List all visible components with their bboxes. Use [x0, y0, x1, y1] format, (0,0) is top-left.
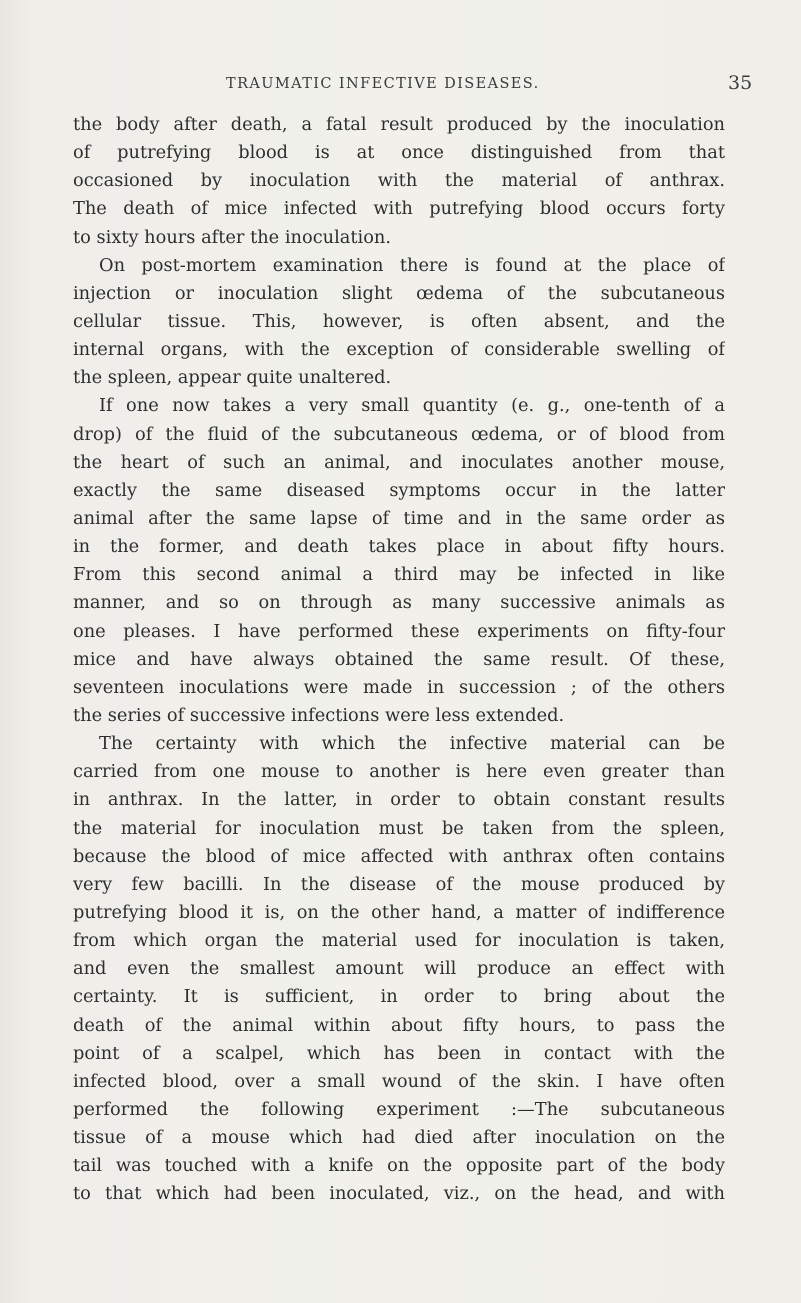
running-head — [0, 72, 801, 98]
text-line: the body after death, a fatal result produced by the inoculation — [73, 114, 725, 135]
text-line: animal after the same lapse of time and in the same order as — [73, 507, 725, 529]
text-line: internal organs, with the exception of considerable swelling of — [73, 339, 725, 361]
body-text — [73, 111, 725, 1208]
text-line: On post-mortem examination there is found at the place of — [99, 254, 725, 276]
text-line: in the former, and death takes place in about fifty hours. — [73, 536, 725, 558]
text-line: manner, and so on through as many successive animals as — [73, 592, 725, 614]
text-line: carried from one mouse to another is here even greater than — [73, 761, 725, 783]
text-line: performed the following experiment :—The subcutaneous — [73, 1098, 725, 1120]
text-line: If one now takes a very small quantity (e. g., one-tenth of a — [99, 395, 725, 417]
text-line: the heart of such an animal, and inoculates another mouse, — [73, 451, 725, 473]
text-line: occasioned by inoculation with the material of anthrax. — [73, 170, 725, 192]
text-line: point of a scalpel, which has been in contact with the — [73, 1042, 725, 1064]
text-line: the spleen, appear quite unaltered. — [73, 367, 392, 389]
text-line: the material for inoculation must be taken from the spleen, — [73, 817, 725, 839]
page-number: 35 — [728, 72, 753, 94]
text-line: from which organ the material used for inoculation is taken, — [73, 930, 725, 952]
text-line: because the blood of mice affected with anthrax often contains — [73, 845, 725, 867]
text-line: tail was touched with a knife on the opposite part of the body — [73, 1155, 725, 1177]
text-line: The death of mice infected with putrefying blood occurs forty — [73, 198, 725, 220]
text-line: infected blood, over a small wound of the skin. I have often — [73, 1070, 725, 1092]
text-line: death of the animal within about fifty hours, to pass the — [73, 1014, 725, 1036]
text-line: and even the smallest amount will produce an effect with — [73, 958, 725, 980]
text-line: The certainty with which the infective material can be — [99, 733, 725, 755]
text-line: From this second animal a third may be infected in like — [73, 564, 725, 586]
text-line: one pleases. I have performed these experiments on fifty-four — [73, 620, 725, 642]
text-line: injection or inoculation slight œdema of the subcutaneous — [73, 282, 725, 304]
text-line: cellular tissue. This, however, is often absent, and the — [73, 310, 725, 332]
text-line: certainty. It is sufficient, in order to bring about the — [73, 986, 725, 1008]
text-line: putrefying blood it is, on the other hand, a matter of indifference — [73, 901, 725, 923]
text-line: of putrefying blood is at once distinguished from that — [73, 142, 725, 164]
text-line: the series of successive infections were less extended. — [73, 704, 565, 726]
text-line: mice and have always obtained the same result. Of these, — [73, 648, 725, 670]
running-title: TRAUMATIC INFECTIVE DISEASES. — [226, 76, 540, 92]
text-line: exactly the same diseased symptoms occur in the latter — [73, 479, 725, 501]
text-line: to sixty hours after the inoculation. — [73, 226, 392, 248]
text-line: to that which had been inoculated, viz., on the head, and with — [73, 1183, 725, 1205]
text-line: seventeen inoculations were made in succession ; of the others — [73, 676, 725, 698]
text-line: tissue of a mouse which had died after inoculation on the — [73, 1127, 725, 1149]
text-line: in anthrax. In the latter, in order to obtain constant results — [73, 789, 725, 811]
text-line: drop) of the fluid of the subcutaneous œdema, or of blood from — [73, 423, 725, 445]
text-line: very few bacilli. In the disease of the mouse produced by — [73, 873, 725, 895]
